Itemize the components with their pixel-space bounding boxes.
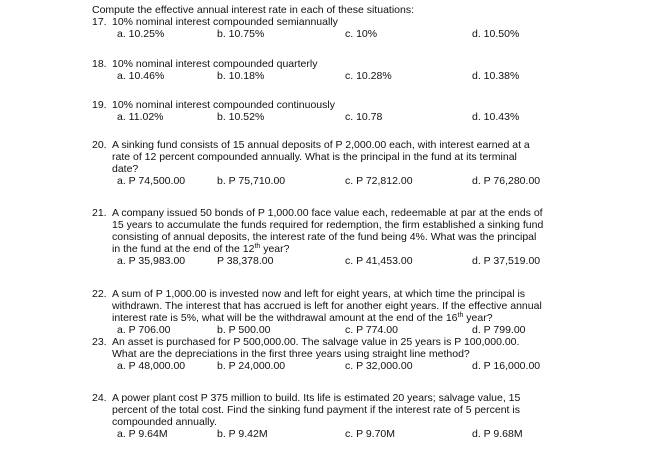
question-22 [92, 288, 612, 336]
question-text-last-line: in the fund at the end of the 12th year? [112, 243, 290, 255]
question-17 [92, 16, 612, 40]
choice-b: b. 10.75% [217, 28, 265, 40]
choice-c: c. P 32,000.00 [345, 360, 413, 372]
question-number: 24. [92, 392, 107, 404]
choice-a: a. P 9.64M [117, 428, 168, 440]
choice-d: d. P 37,519.00 [472, 255, 541, 267]
choice-a: a. P 35,983.00 [117, 255, 186, 267]
choice-d: d. P 76,280.00 [472, 175, 541, 187]
question-text: compounded annually. [112, 416, 217, 428]
choice-b: b. 10.18% [217, 70, 265, 82]
question-21 [92, 207, 612, 267]
question-text: 10% nominal interest compounded quarterly [112, 58, 318, 70]
question-text: A power plant cost P 375 million to build. Its life is estimated 20 years; salvage value, 15 [112, 392, 521, 404]
question-text: A sinking fund consists of 15 annual deposits of P 2,000.00 each, with interest earned at a [112, 139, 530, 151]
choice-d: d. 10.50% [472, 28, 520, 40]
answer-choices [92, 111, 612, 123]
question-text: An asset is purchased for P 500,000.00. The salvage value in 25 years is P 100,000.00. [112, 336, 520, 348]
question-24 [92, 392, 612, 440]
choice-b: b. P 75,710.00 [217, 175, 286, 187]
choice-d: d. 10.43% [472, 111, 520, 123]
question-number: 21. [92, 207, 107, 219]
choice-a: a. P 706.00 [117, 324, 171, 336]
question-number: 20. [92, 139, 107, 151]
choice-b: b. P 24,000.00 [217, 360, 286, 372]
question-text: What are the depreciations in the first three years using straight line method? [112, 348, 470, 360]
answer-choices [92, 360, 612, 372]
choice-c: c. 10.78 [345, 111, 383, 123]
question-23 [92, 336, 612, 372]
question-text: A sum of P 1,000.00 is invested now and left for eight years, at which time the principal is [112, 288, 526, 300]
question-text: percent of the total cost. Find the sinking fund payment if the interest rate of 5 percent is [112, 404, 520, 416]
question-text-last-line: interest rate is 5%, what will be the withdrawal amount at the end of the 16th year? [112, 312, 493, 324]
answer-choices [92, 255, 612, 267]
question-number: 18. [92, 58, 107, 70]
answer-choices [92, 324, 612, 336]
choice-b: b. P 9.42M [217, 428, 268, 440]
choice-d: d. P 9.68M [472, 428, 523, 440]
choice-c: c. 10.28% [345, 70, 392, 82]
question-text: 10% nominal interest compounded continuously [112, 99, 335, 111]
choice-a: a. 10.46% [117, 70, 165, 82]
choice-b: b. 10.52% [217, 111, 265, 123]
question-19 [92, 99, 612, 123]
question-20 [92, 139, 612, 187]
choice-a: a. P 48,000.00 [117, 360, 186, 372]
answer-choices [92, 175, 612, 187]
question-text: 10% nominal interest compounded semiannually [112, 16, 338, 28]
question-text: 15 years to accumulate the funds required for redemption, the firm established a sinking fund [112, 219, 544, 231]
question-number: 19. [92, 99, 107, 111]
choice-d: d. 10.38% [472, 70, 520, 82]
choice-b: P 38,378.00 [217, 255, 274, 267]
question-number: 23. [92, 336, 107, 348]
question-text: withdrawn. The interest that has accrued is left for another eight years. If the effective annual [112, 300, 542, 312]
question-text: date? [112, 163, 139, 175]
choice-c: c. 10% [345, 28, 378, 40]
choice-a: a. P 74,500.00 [117, 175, 186, 187]
choice-a: a. 10.25% [117, 28, 165, 40]
choice-b: b. P 500.00 [217, 324, 271, 336]
question-text: A company issued 50 bonds of P 1,000.00 face value each, redeemable at par at the ends of [112, 207, 543, 219]
question-text: rate of 12 percent compounded annually. What is the principal in the fund at its terminal [112, 151, 517, 163]
choice-c: c. P 774.00 [345, 324, 398, 336]
question-number: 22. [92, 288, 107, 300]
question-18 [92, 58, 612, 82]
instructions-text: Compute the effective annual interest rate in each of these situations: [92, 4, 415, 16]
question-text: consisting of annual deposits, the interest rate of the fund being 4%. What was the principal [112, 231, 537, 243]
answer-choices [92, 428, 612, 440]
choice-c: c. P 9.70M [345, 428, 395, 440]
question-number: 17. [92, 16, 107, 28]
choice-d: d. P 16,000.00 [472, 360, 541, 372]
choice-c: c. P 41,453.00 [345, 255, 413, 267]
choice-c: c. P 72,812.00 [345, 175, 413, 187]
answer-choices [92, 28, 612, 40]
answer-choices [92, 70, 612, 82]
choice-a: a. 11.02% [117, 111, 164, 123]
choice-d: d. P 799.00 [472, 324, 526, 336]
